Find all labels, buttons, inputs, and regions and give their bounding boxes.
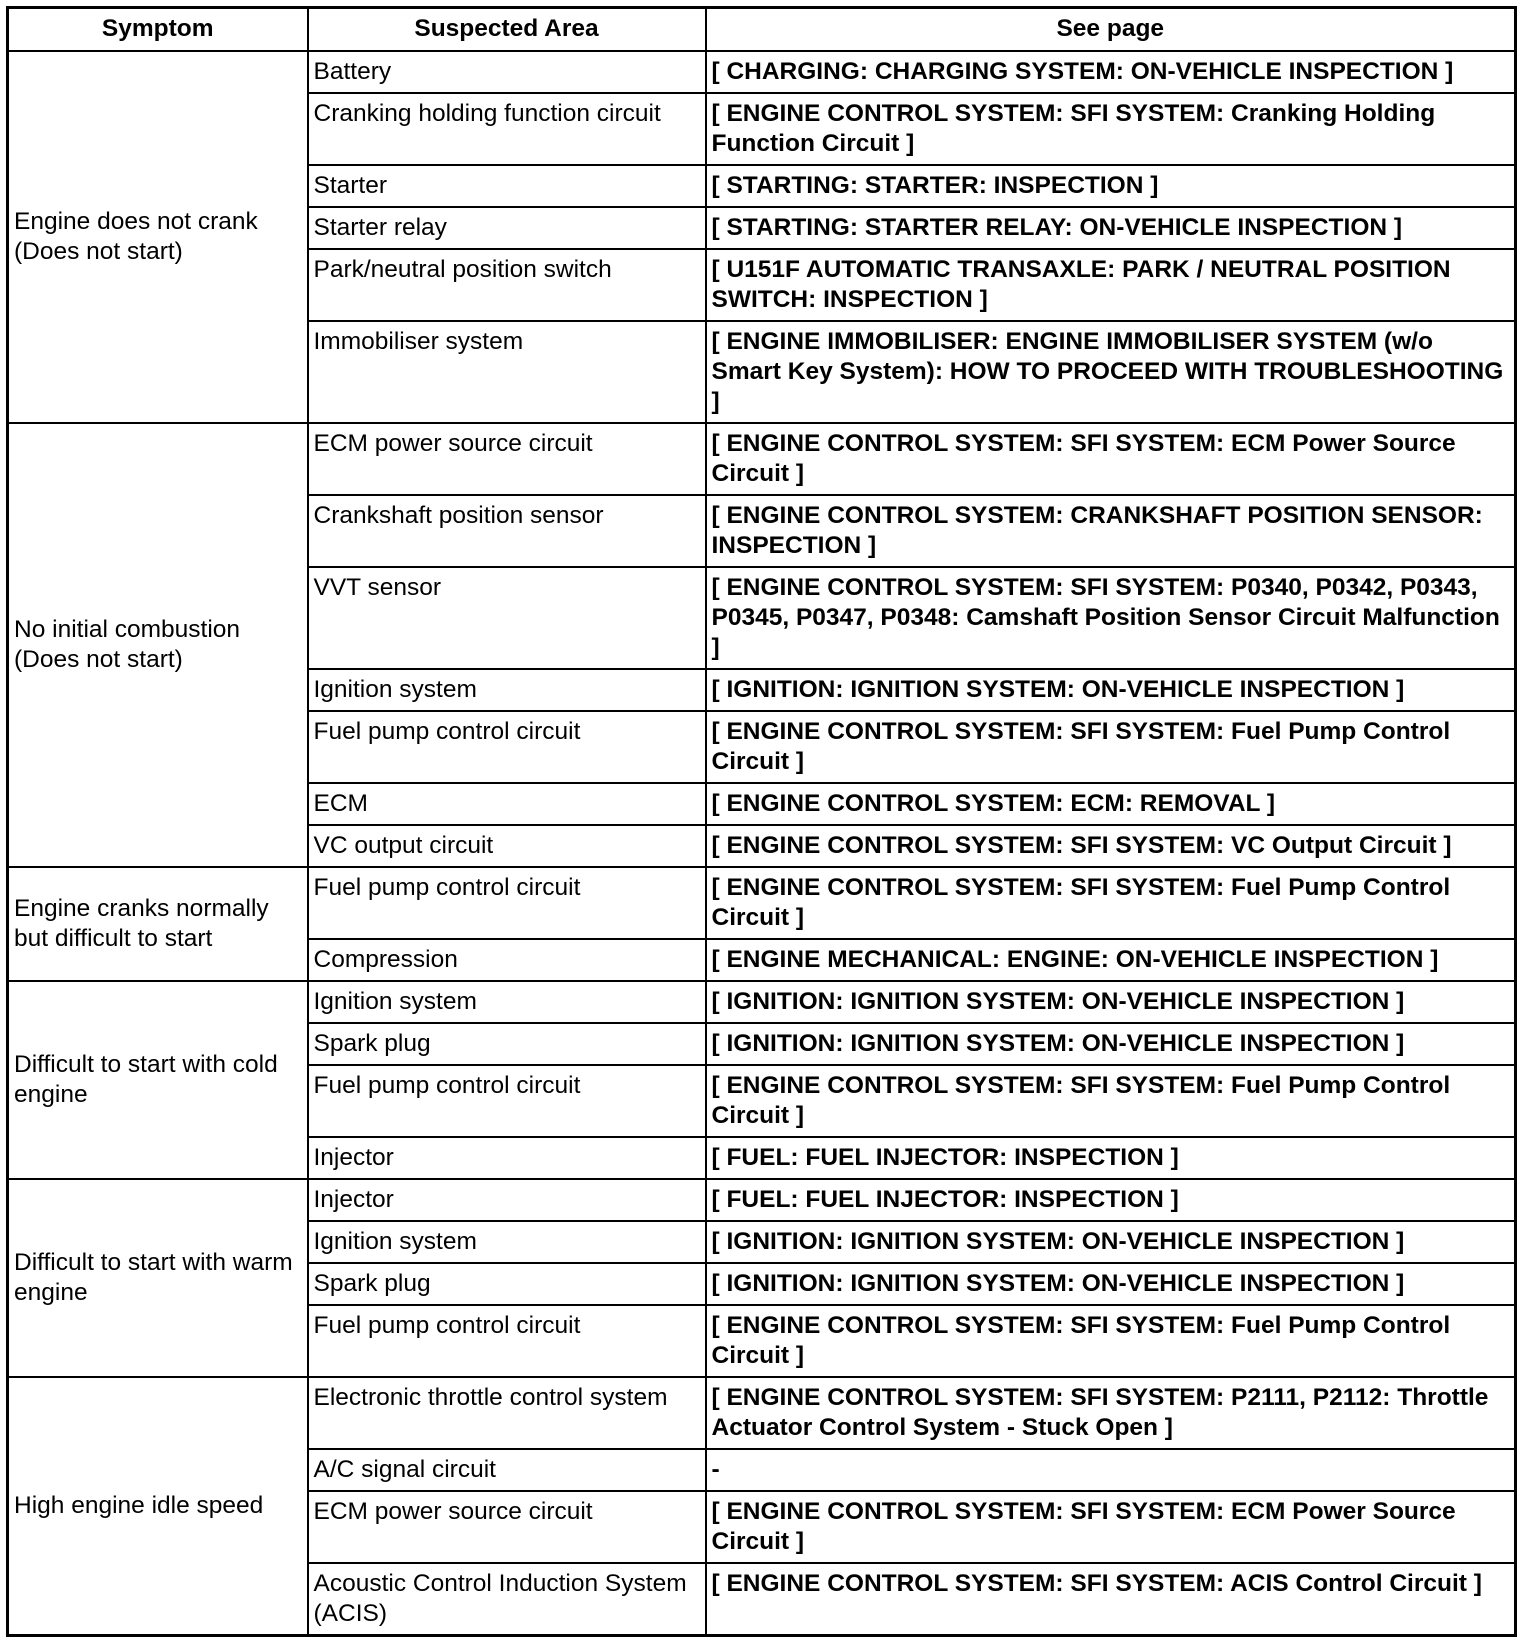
suspected-area-cell: ECM power source circuit: [308, 423, 706, 495]
see-page-link[interactable]: [ ENGINE CONTROL SYSTEM: SFI SYSTEM: ECM Power Source Circuit ]: [706, 1491, 1516, 1563]
suspected-area-cell: Crankshaft position sensor: [308, 495, 706, 567]
suspected-area-cell: VC output circuit: [308, 825, 706, 867]
suspected-area-cell: Injector: [308, 1137, 706, 1179]
suspected-area-cell: Park/neutral position switch: [308, 249, 706, 321]
suspected-area-cell: Ignition system: [308, 1221, 706, 1263]
suspected-area-cell: Compression: [308, 939, 706, 981]
table-row: [8, 51, 1516, 93]
see-page-link[interactable]: [ ENGINE CONTROL SYSTEM: SFI SYSTEM: P2111, P2112: Throttle Actuator Control System - Stuck Open ]: [706, 1377, 1516, 1449]
suspected-area-cell: ECM power source circuit: [308, 1491, 706, 1563]
suspected-area-cell: Spark plug: [308, 1023, 706, 1065]
suspected-area-cell: Fuel pump control circuit: [308, 1065, 706, 1137]
header-see-page: See page: [706, 8, 1516, 52]
symptom-cell: Difficult to start with warm engine: [8, 1179, 308, 1377]
suspected-area-cell: Fuel pump control circuit: [308, 711, 706, 783]
see-page-link[interactable]: [ ENGINE MECHANICAL: ENGINE: ON-VEHICLE INSPECTION ]: [706, 939, 1516, 981]
suspected-area-cell: Fuel pump control circuit: [308, 867, 706, 939]
see-page-link[interactable]: [ IGNITION: IGNITION SYSTEM: ON-VEHICLE INSPECTION ]: [706, 981, 1516, 1023]
see-page-link[interactable]: [ U151F AUTOMATIC TRANSAXLE: PARK / NEUTRAL POSITION SWITCH: INSPECTION ]: [706, 249, 1516, 321]
suspected-area-cell: Fuel pump control circuit: [308, 1305, 706, 1377]
see-page-link[interactable]: [ ENGINE CONTROL SYSTEM: SFI SYSTEM: Cranking Holding Function Circuit ]: [706, 93, 1516, 165]
suspected-area-cell: Acoustic Control Induction System (ACIS): [308, 1563, 706, 1636]
see-page-link[interactable]: [ ENGINE CONTROL SYSTEM: SFI SYSTEM: P0340, P0342, P0343, P0345, P0347, P0348: Camshaft Position Sensor Circuit Malfunction ]: [706, 567, 1516, 669]
see-page-link[interactable]: [ ENGINE CONTROL SYSTEM: CRANKSHAFT POSITION SENSOR: INSPECTION ]: [706, 495, 1516, 567]
see-page-link[interactable]: [ IGNITION: IGNITION SYSTEM: ON-VEHICLE INSPECTION ]: [706, 1023, 1516, 1065]
see-page-link[interactable]: [ ENGINE CONTROL SYSTEM: ECM: REMOVAL ]: [706, 783, 1516, 825]
see-page-link[interactable]: [ IGNITION: IGNITION SYSTEM: ON-VEHICLE INSPECTION ]: [706, 1221, 1516, 1263]
see-page-link[interactable]: [ ENGINE CONTROL SYSTEM: SFI SYSTEM: ACIS Control Circuit ]: [706, 1563, 1516, 1636]
troubleshooting-document: [6, 6, 1514, 1637]
header-suspected-area: Suspected Area: [308, 8, 706, 52]
see-page-link[interactable]: [ ENGINE IMMOBILISER: ENGINE IMMOBILISER SYSTEM (w/o Smart Key System): HOW TO PROCEED WITH TROUBLESHOOTING ]: [706, 321, 1516, 423]
problem-symptoms-table: [6, 6, 1517, 1637]
symptom-cell: Engine cranks normally but difficult to start: [8, 867, 308, 981]
table-row: [8, 1377, 1516, 1449]
suspected-area-cell: ECM: [308, 783, 706, 825]
see-page-link[interactable]: [ ENGINE CONTROL SYSTEM: SFI SYSTEM: VC Output Circuit ]: [706, 825, 1516, 867]
suspected-area-cell: Spark plug: [308, 1263, 706, 1305]
suspected-area-cell: A/C signal circuit: [308, 1449, 706, 1491]
suspected-area-cell: Starter: [308, 165, 706, 207]
see-page-link[interactable]: [ STARTING: STARTER: INSPECTION ]: [706, 165, 1516, 207]
symptom-cell: Difficult to start with cold engine: [8, 981, 308, 1179]
suspected-area-cell: Ignition system: [308, 981, 706, 1023]
suspected-area-cell: Battery: [308, 51, 706, 93]
suspected-area-cell: Cranking holding function circuit: [308, 93, 706, 165]
see-page-link[interactable]: [ FUEL: FUEL INJECTOR: INSPECTION ]: [706, 1179, 1516, 1221]
see-page-link[interactable]: [ FUEL: FUEL INJECTOR: INSPECTION ]: [706, 1137, 1516, 1179]
symptom-cell: High engine idle speed: [8, 1377, 308, 1636]
suspected-area-cell: VVT sensor: [308, 567, 706, 669]
header-row: [8, 8, 1516, 52]
see-page-link[interactable]: [ IGNITION: IGNITION SYSTEM: ON-VEHICLE INSPECTION ]: [706, 669, 1516, 711]
table-row: [8, 981, 1516, 1023]
see-page-link[interactable]: [ ENGINE CONTROL SYSTEM: SFI SYSTEM: ECM Power Source Circuit ]: [706, 423, 1516, 495]
see-page-link[interactable]: [ ENGINE CONTROL SYSTEM: SFI SYSTEM: Fuel Pump Control Circuit ]: [706, 1305, 1516, 1377]
see-page-link[interactable]: [ IGNITION: IGNITION SYSTEM: ON-VEHICLE INSPECTION ]: [706, 1263, 1516, 1305]
table-body: [8, 51, 1516, 1636]
see-page-link[interactable]: [ STARTING: STARTER RELAY: ON-VEHICLE INSPECTION ]: [706, 207, 1516, 249]
table-row: [8, 1179, 1516, 1221]
table-row: [8, 867, 1516, 939]
header-symptom: Symptom: [8, 8, 308, 52]
suspected-area-cell: Electronic throttle control system: [308, 1377, 706, 1449]
suspected-area-cell: Ignition system: [308, 669, 706, 711]
see-page-link[interactable]: [ ENGINE CONTROL SYSTEM: SFI SYSTEM: Fuel Pump Control Circuit ]: [706, 867, 1516, 939]
suspected-area-cell: Starter relay: [308, 207, 706, 249]
see-page-link[interactable]: [ ENGINE CONTROL SYSTEM: SFI SYSTEM: Fuel Pump Control Circuit ]: [706, 1065, 1516, 1137]
see-page-link: -: [706, 1449, 1516, 1491]
see-page-link[interactable]: [ CHARGING: CHARGING SYSTEM: ON-VEHICLE INSPECTION ]: [706, 51, 1516, 93]
table-row: [8, 423, 1516, 495]
symptom-cell: No initial combustion (Does not start): [8, 423, 308, 867]
symptom-cell: Engine does not crank (Does not start): [8, 51, 308, 423]
see-page-link[interactable]: [ ENGINE CONTROL SYSTEM: SFI SYSTEM: Fuel Pump Control Circuit ]: [706, 711, 1516, 783]
suspected-area-cell: Injector: [308, 1179, 706, 1221]
suspected-area-cell: Immobiliser system: [308, 321, 706, 423]
